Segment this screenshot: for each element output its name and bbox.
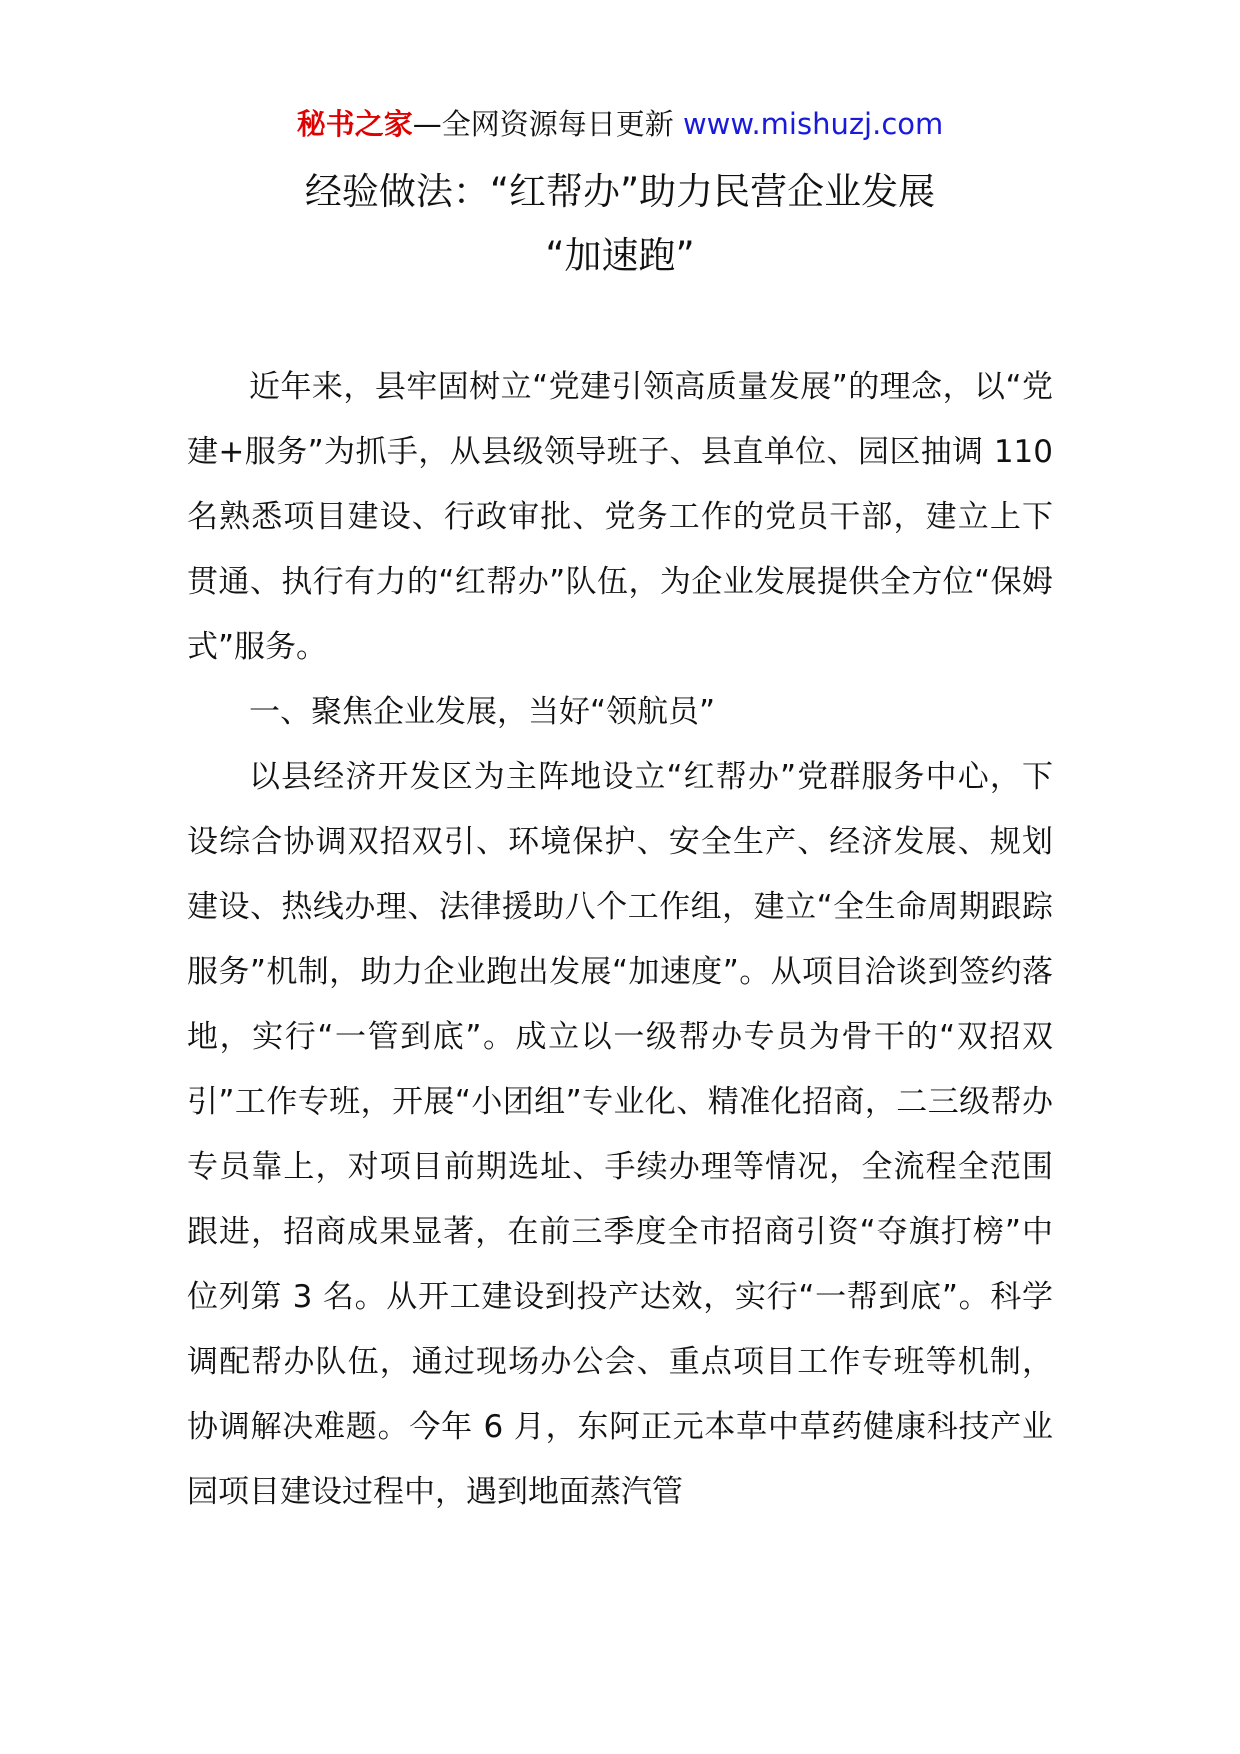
title-line-2: “加速跑” xyxy=(545,234,695,277)
site-header xyxy=(0,100,1240,148)
title-line-1: 经验做法：“红帮办”助力民营企业发展 xyxy=(304,170,936,213)
body-paragraph-2: 以县经济开发区为主阵地设立“红帮办”党群服务中心，下设综合协调双招双引、环境保护、安全生产、经济发展、规划建设、热线办理、法律援助八个工作组，建立“全生命周期跟踪服务”机制，助力企业跑出发展“加速度”。从项目洽谈到签约落地，实行“一管到底”。成立以一级帮办专员为骨干的“双招双引”工作专班，开展“小团组”专业化、精准化招商，二三级帮办专员靠上，对项目前期选址、手续办理等情况，全流程全范围跟进，招商成果显著，在前三季度全市招商引资“夺旗打榜”中位列第 3 名。从开工建设到投产达效，实行“一帮到底”。科学调配帮办队伍，通过现场办公会、重点项目工作专班等机制，协调解决难题。今年 6 月，东阿正元本草中草药健康科技产业园项目建设过程中，遇到地面蒸汽管 xyxy=(187,759,1053,1510)
document-body xyxy=(187,355,1053,1525)
site-url-link[interactable]: www.mishuzj.com xyxy=(682,107,944,141)
document-title xyxy=(0,160,1240,288)
header-tagline: —全网资源每日更新 xyxy=(412,107,674,141)
body-paragraph-1: 近年来，县牢固树立“党建引领高质量发展”的理念，以“党建+服务”为抓手，从县级领导班子、县直单位、园区抽调 110 名熟悉项目建设、行政审批、党务工作的党员干部，建立上下贯通、执行有力的“红帮办”队伍，为企业发展提供全方位“保姆式”服务。 xyxy=(187,369,1053,665)
brand-name: 秘书之家 xyxy=(296,107,413,141)
section-heading-1: 一、聚焦企业发展，当好“领航员” xyxy=(249,694,716,730)
